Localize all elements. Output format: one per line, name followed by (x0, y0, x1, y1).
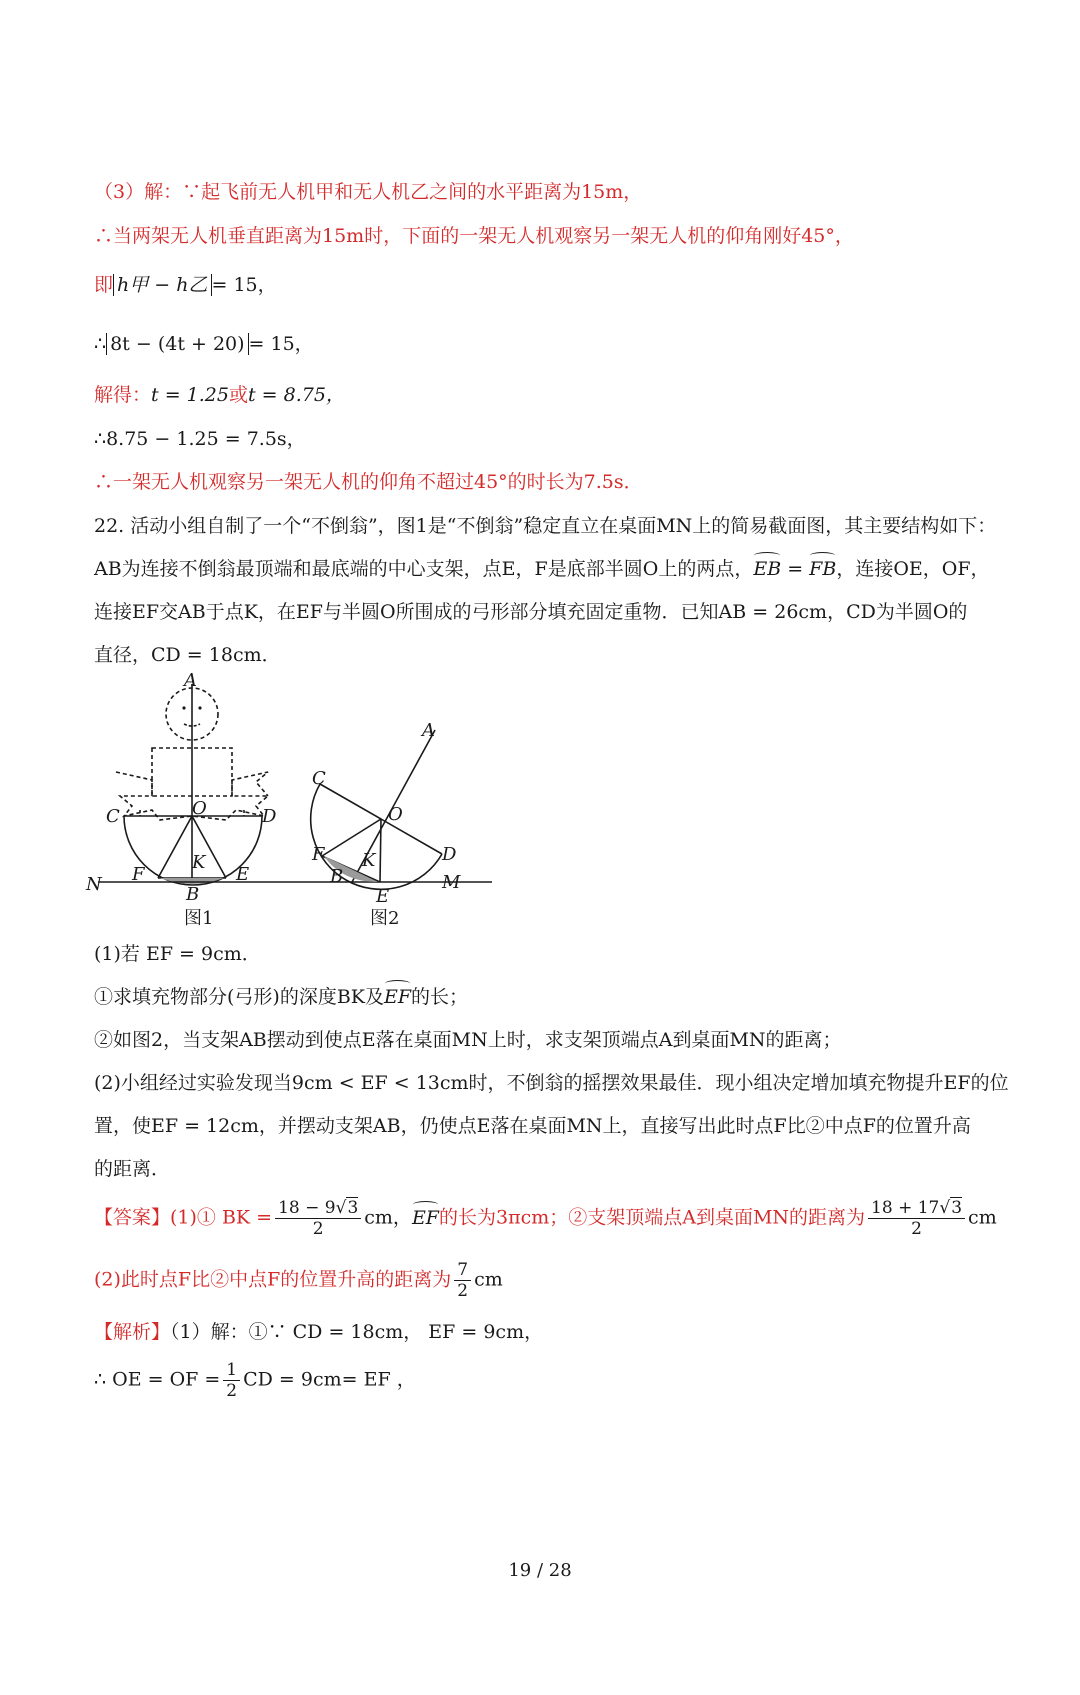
abs-expression: h甲 − h乙 (113, 274, 211, 296)
fraction-distance: $\frac{18 + 17√3}{2}$ (868, 1198, 965, 1239)
abs-expression: 8t − (4t + 20) (106, 333, 248, 355)
solution-line-4: ∴ 8t − (4t + 20) = 15， (94, 333, 314, 355)
answer-line-1: 【答案】(1)① BK = $\frac{18 - 9√3}{2}$ cm，EF的长为3πcm；②支架顶端点A到桌面MN的距离为 $\frac{18 + 17√3}{2}$ cm (94, 1198, 997, 1239)
problem-22-line-3: 连接EF交AB于点K，在EF与半圆O所围成的弓形部分填充固定重物．已知AB = 26cm，CD为半圆O的 (94, 601, 968, 623)
label-fig2-D: D (442, 844, 457, 865)
label-fig1-A: A (184, 670, 197, 691)
solution-line-7: ∴一架无人机观察另一架无人机的仰角不超过45°的时长为7.5s． (94, 471, 643, 493)
question-1: (1)若 EF = 9cm． (94, 943, 261, 965)
figure-1 (98, 684, 492, 885)
solution-line-6: ∴8.75 − 1.25 = 7.5s， (94, 428, 306, 450)
answer-label: 【答案】 (94, 1206, 171, 1229)
problem-22-line-1: 22. 活动小组自制了一个“不倒翁”，图1是“不倒翁”稳定直立在桌面MN上的简易截面图，其主要结构如下： (94, 515, 997, 537)
figure-2-caption: 图2 (370, 908, 400, 929)
question-2-line-2: 置，使EF = 12cm，并摆动支架AB，仍使点E落在桌面MN上，直接写出此时点F比②中点F的位置升高 (94, 1115, 971, 1137)
solution-line-2: ∴当两架无人机垂直距离为15m时，下面的一架无人机观察另一架无人机的仰角刚好45°， (94, 225, 854, 247)
label-fig2-O: O (388, 804, 403, 825)
label-fig1-D: D (262, 806, 277, 827)
label-fig2-A: A (422, 720, 435, 741)
arc-fb: FB (809, 555, 836, 583)
arc-ef: EF (384, 983, 411, 1011)
geometry-figures (80, 670, 500, 940)
analysis-line-1: 【解析】（1）解：①∵ CD = 18cm， EF = 9cm， (94, 1321, 544, 1343)
solution-line-5: 解得：t = 1.25或t = 8.75， (94, 384, 345, 406)
label-fig1-B: B (186, 884, 200, 905)
label-fig2-F: F (312, 844, 325, 865)
label-fig1-F: F (132, 864, 145, 885)
fraction-rise: $\frac{7}{2}$ (454, 1260, 471, 1301)
label-N: N (86, 874, 102, 895)
solution-line-1: （3）解：∵起飞前无人机甲和无人机乙之间的水平距离为15m， (94, 181, 643, 203)
question-1a: ①求填充物部分(弓形)的深度BK及EF的长； (94, 983, 468, 1011)
page-number: 19 / 28 (508, 1560, 572, 1581)
fraction-bk: $\frac{18 - 9√3}{2}$ (275, 1198, 361, 1239)
answer-line-2: (2)此时点F比②中点F的位置升高的距离为 $\frac{7}{2}$ cm (94, 1260, 503, 1301)
figure-1-caption: 图1 (184, 908, 214, 929)
label-fig1-C: C (106, 806, 120, 827)
problem-22-line-2: AB为连接不倒翁最顶端和最底端的中心支架，点E，F是底部半圆O上的两点，EB = FB，连接OE，OF， (94, 555, 990, 583)
solution-line-3: 即 h甲 − h乙 = 15， (94, 274, 277, 296)
arc-eb: EB (753, 555, 781, 583)
question-1b: ②如图2，当支架AB摆动到使点E落在桌面MN上时，求支架顶端点A到桌面MN的距离； (94, 1029, 842, 1051)
label-M: M (442, 872, 461, 893)
label-fig2-E: E (376, 886, 390, 907)
label-fig2-B: B (330, 866, 344, 887)
question-2-line-1: (2)小组经过实验发现当9cm < EF < 13cm时，不倒翁的摇摆效果最佳．现小组决定增加填充物提升EF的位 (94, 1072, 1009, 1094)
arc-ef-answer: EF (412, 1204, 439, 1232)
problem-22-line-4: 直径，CD = 18cm． (94, 644, 281, 666)
label-fig1-O: O (192, 798, 207, 819)
question-2-line-3: 的距离． (94, 1158, 171, 1180)
fraction-half: $\frac{1}{2}$ (223, 1360, 240, 1401)
analysis-label: 【解析】 (94, 1321, 171, 1343)
label-fig1-K: K (192, 852, 206, 873)
analysis-line-2: ∴ OE = OF = $\frac{1}{2}$ CD = 9cm= EF ， (94, 1360, 416, 1401)
label-fig2-C: C (312, 768, 326, 789)
label-fig2-K: K (362, 850, 376, 871)
label-fig1-E: E (236, 864, 250, 885)
